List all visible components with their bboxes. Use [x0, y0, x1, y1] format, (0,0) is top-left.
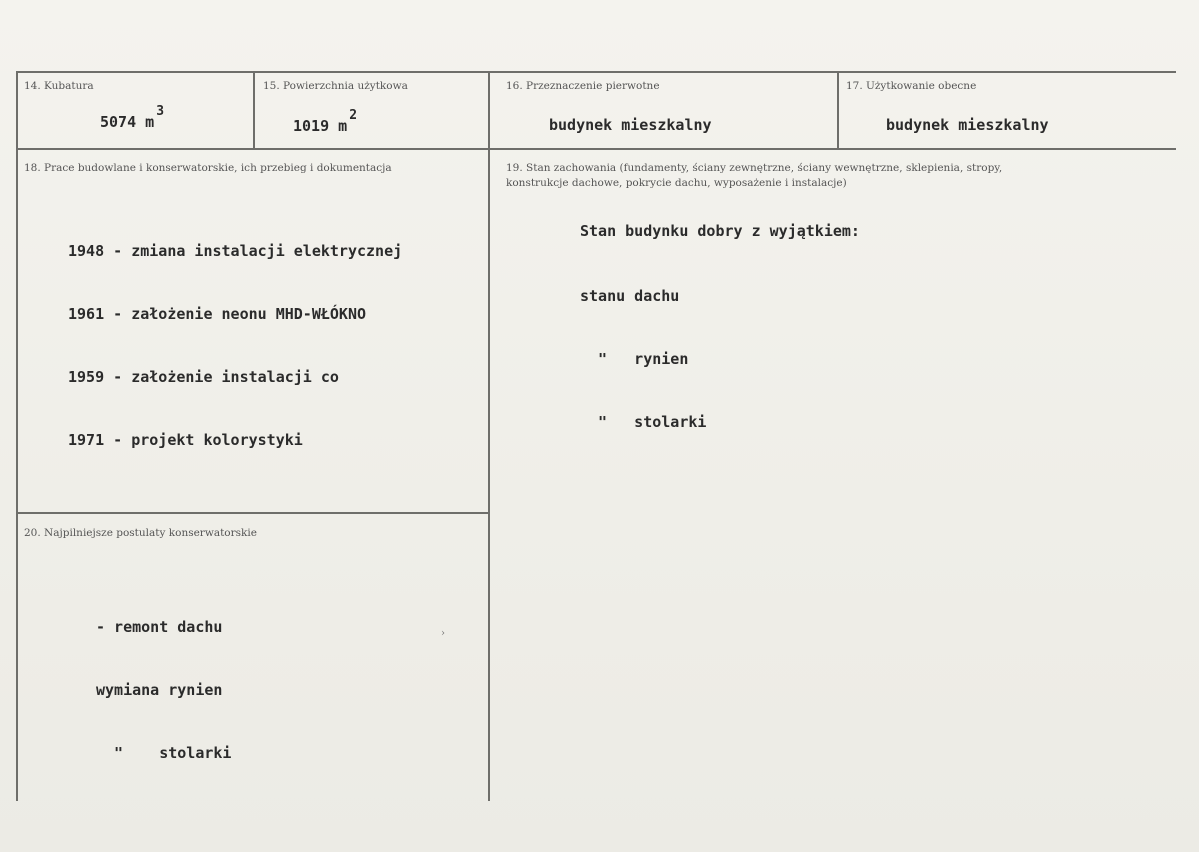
f18-entry: 1961 - założenie neonu MHD-WŁÓKNO	[68, 305, 367, 323]
divider-15-16	[488, 71, 490, 801]
f16-label: 16. Przeznaczenie pierwotne	[506, 80, 660, 92]
f14-superscript: 3	[156, 104, 165, 119]
f20-lines	[96, 575, 231, 806]
f14-number: 5074 m	[100, 113, 155, 131]
f18-entry: 1971 - projekt kolorystyki	[68, 431, 303, 449]
f19-line: stanu dachu	[580, 287, 680, 305]
f15-label: 15. Powierzchnia użytkowa	[263, 80, 408, 92]
divider-16-17	[837, 71, 839, 150]
f20-top-rule	[16, 512, 488, 514]
f18-label: 18. Prace budowlane i konserwatorskie, ich przebieg i dokumentacja	[24, 162, 392, 174]
f20-line: - remont dachu	[96, 618, 223, 636]
f19-line: " rynien	[580, 350, 689, 368]
f17-value: budynek mieszkalny	[886, 116, 1049, 134]
f15-number: 1019 m	[293, 117, 348, 135]
top-rule	[16, 71, 1176, 73]
f15-value	[293, 108, 358, 138]
f17-label: 17. Użytkowanie obecne	[846, 80, 977, 92]
f15-superscript: 2	[349, 108, 358, 123]
f19-heading: Stan budynku dobry z wyjątkiem:	[580, 222, 860, 240]
f18-entry: 1948 - zmiana instalacji elektrycznej	[68, 242, 403, 260]
divider-14-15	[253, 71, 255, 150]
f19-lines	[580, 244, 706, 475]
row1-bottom-rule	[16, 148, 1176, 150]
f20-label: 20. Najpilniejsze postulaty konserwatorskie	[24, 527, 257, 539]
left-border	[16, 71, 18, 801]
f20-line: wymiana rynien	[96, 681, 223, 699]
f14-label: 14. Kubatura	[24, 80, 94, 92]
f18-entry: 1959 - założenie instalacji co	[68, 368, 339, 386]
f14-value	[100, 104, 165, 134]
f19-line: " stolarki	[580, 413, 707, 431]
f16-value: budynek mieszkalny	[549, 116, 712, 134]
f19-label-line1: 19. Stan zachowania (fundamenty, ściany zewnętrzne, ściany wewnętrzne, sklepienia, stropy,	[506, 162, 1003, 174]
f20-line: " stolarki	[96, 744, 232, 762]
stray-mark: ›	[441, 628, 445, 639]
f18-entries	[68, 199, 402, 493]
f19-label-line2: konstrukcje dachowe, pokrycie dachu, wyposażenie i instalacje)	[506, 177, 847, 189]
